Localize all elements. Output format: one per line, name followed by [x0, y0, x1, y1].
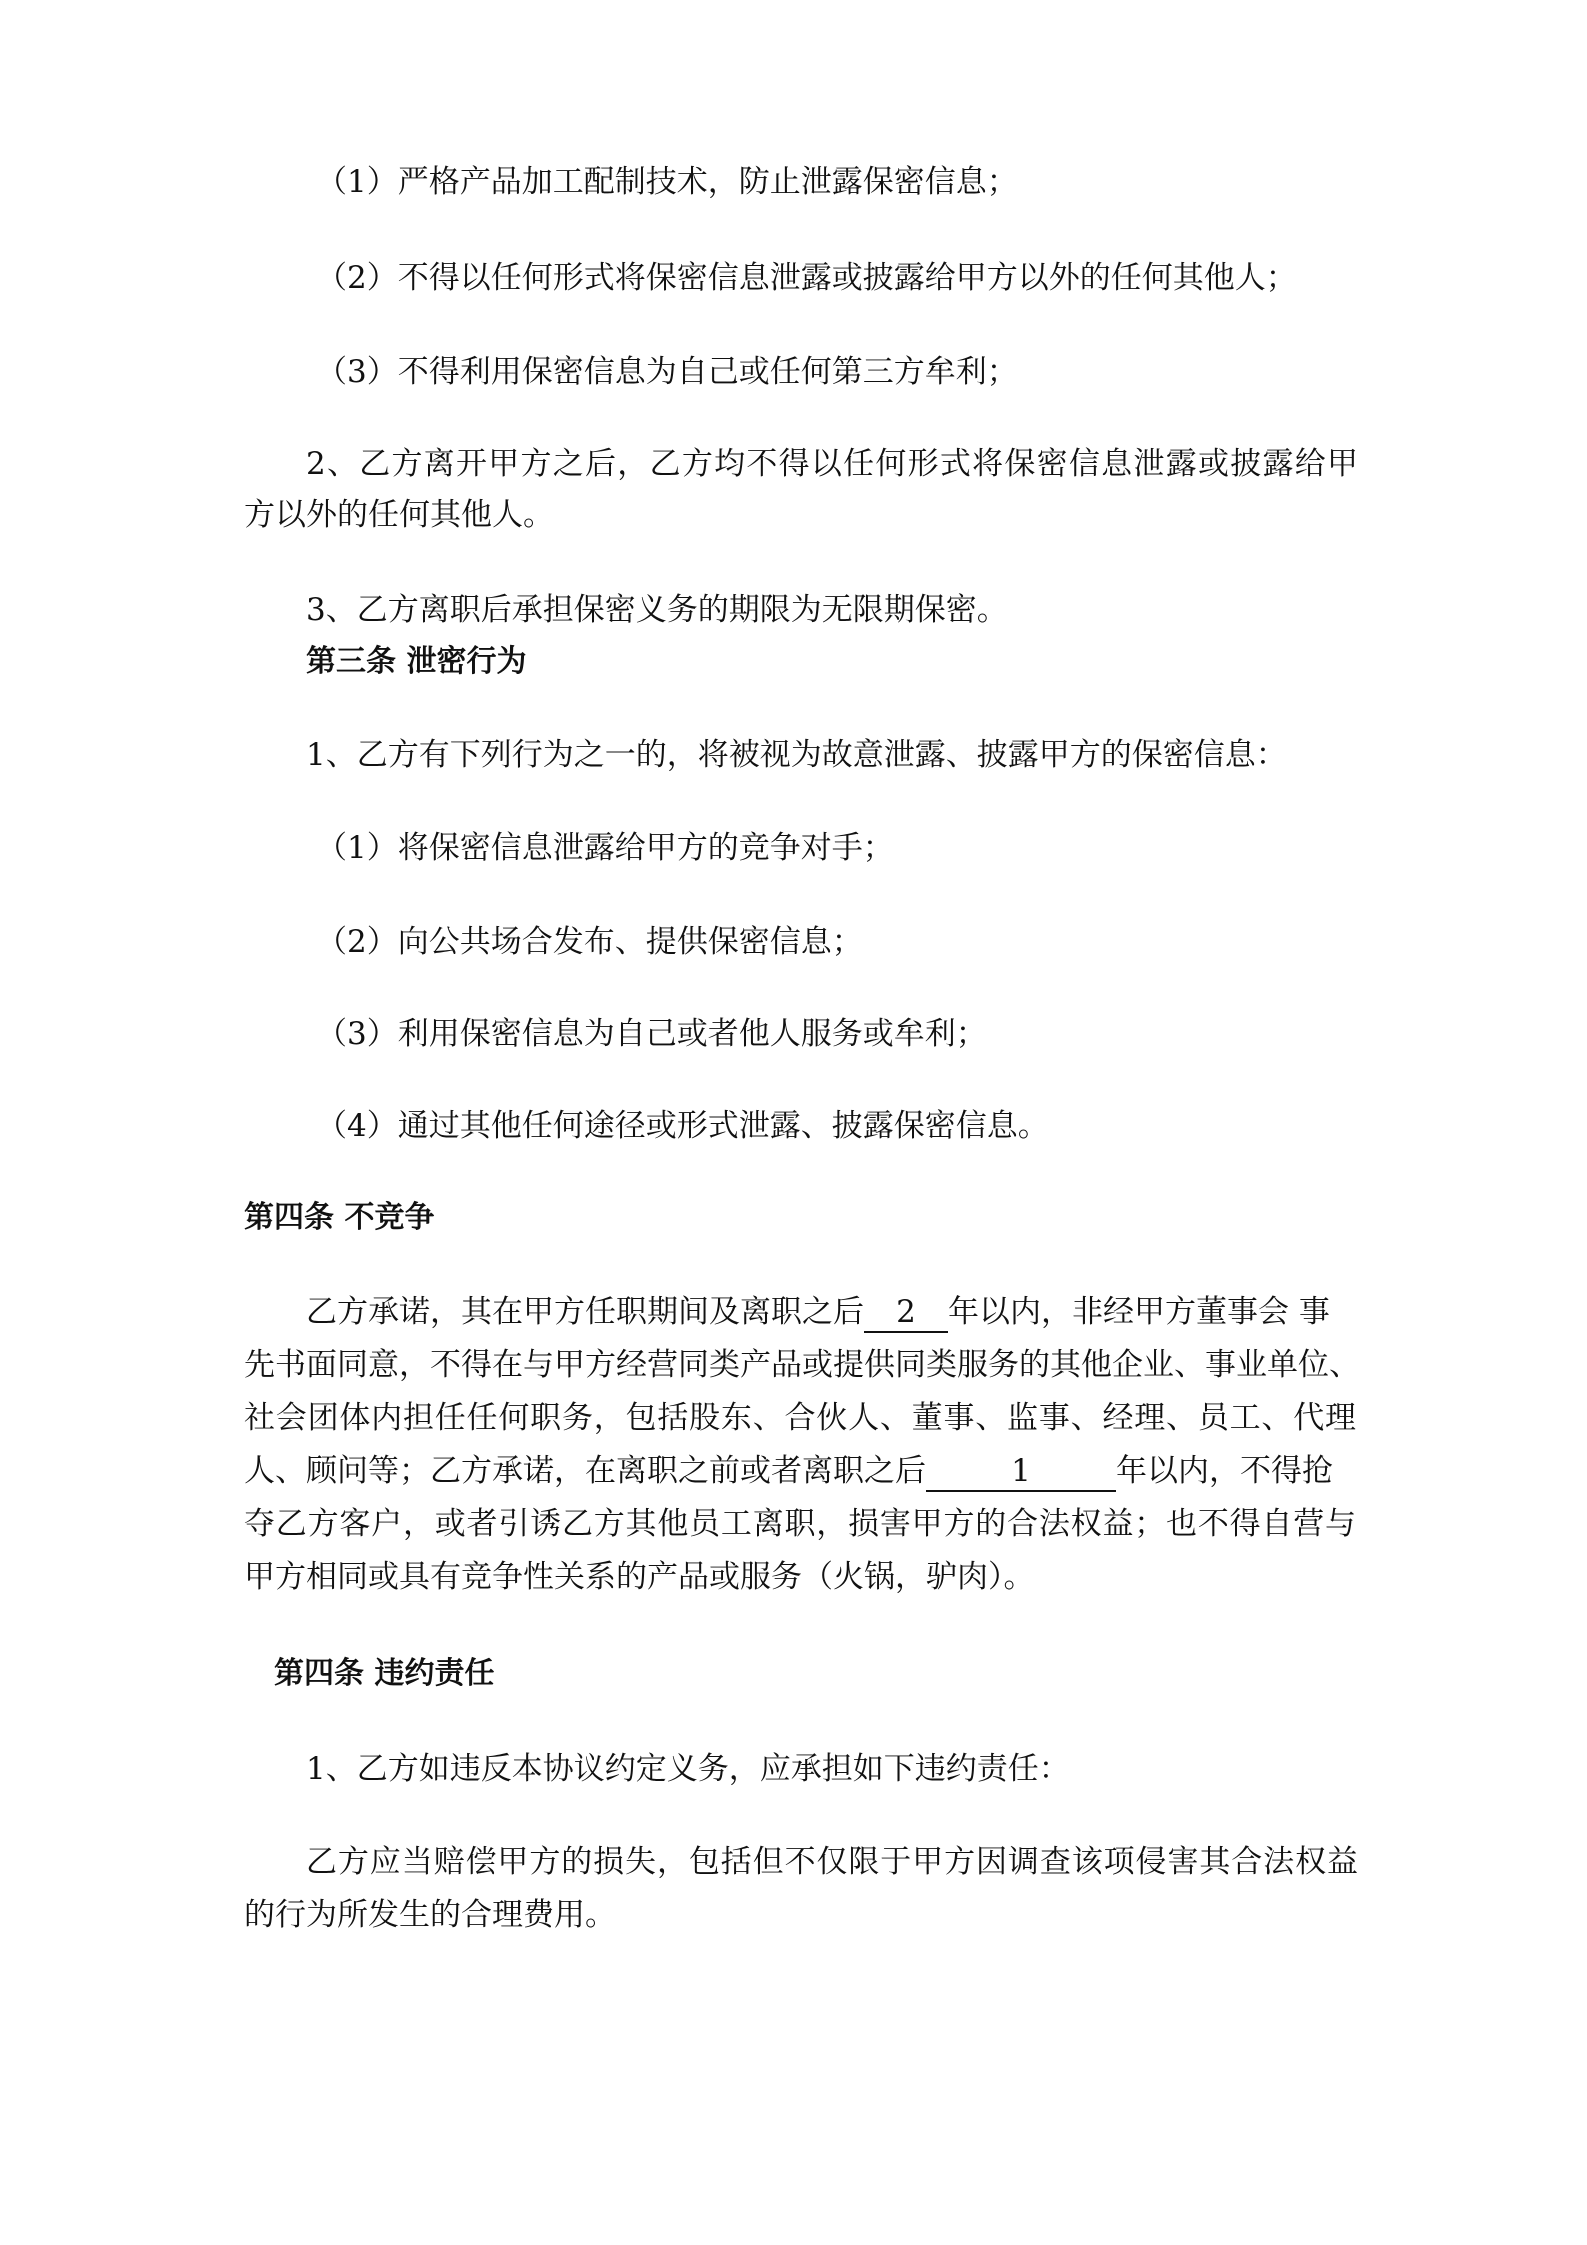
noncompete-line4-suffix: 年以内，不得抢 [1116, 1453, 1333, 1489]
item-no-disclosure: （2）不得以任何形式将保密信息泄露或披露给甲方以外的任何其他人； [316, 260, 1297, 296]
clause3: 3、乙方离职后承担保密义务的期限为无限期保密。 [306, 592, 1008, 628]
noncompete-line1-suffix: 年以内，非经甲方董事会 事 [948, 1294, 1330, 1330]
noncompete-line1-prefix: 乙方承诺，其在甲方任职期间及离职之后 [306, 1294, 864, 1330]
noncompete-line1 [306, 1290, 1330, 1334]
liability-clause1: 1、乙方如违反本协议约定义务，应承担如下违约责任： [306, 1751, 1070, 1787]
noncompete-line2: 先书面同意，不得在与甲方经营同类产品或提供同类服务的其他企业、事业单位、 [244, 1347, 1360, 1383]
item-no-profit: （3）不得利用保密信息为自己或任何第三方牟利； [316, 354, 1018, 390]
liability-para-line1: 乙方应当赔偿甲方的损失，包括但不仅限于甲方因调查该项侵害其合法权益 [306, 1844, 1358, 1880]
nonsolicit-years-blank: 1 [926, 1452, 1116, 1492]
section-three-intro: 1、乙方有下列行为之一的，将被视为故意泄露、披露甲方的保密信息： [306, 737, 1287, 773]
leak-item-1: （1）将保密信息泄露给甲方的竞争对手； [316, 830, 894, 866]
clause2-line2: 方以外的任何其他人。 [244, 497, 554, 533]
noncompete-line3: 社会团体内担任任何职务，包括股东、合伙人、董事、监事、经理、员工、代理 [244, 1400, 1356, 1436]
clause2-line1: 2、乙方离开甲方之后，乙方均不得以任何形式将保密信息泄露或披露给甲 [306, 446, 1358, 482]
leak-item-4: （4）通过其他任何途径或形式泄露、披露保密信息。 [316, 1108, 1049, 1144]
liability-heading: 第四条 违约责任 [274, 1656, 495, 1691]
item-strict-processing: （1）严格产品加工配制技术，防止泄露保密信息； [316, 164, 1018, 200]
leak-item-3: （3）利用保密信息为自己或者他人服务或牟利； [316, 1016, 987, 1052]
section-three-heading: 第三条 泄密行为 [306, 644, 527, 679]
noncompete-line6: 甲方相同或具有竞争性关系的产品或服务（火锅，驴肉）。 [244, 1559, 1035, 1595]
liability-para-line2: 的行为所发生的合理费用。 [244, 1897, 616, 1933]
section-four-heading: 第四条 不竞争 [244, 1200, 435, 1235]
noncompete-line4-prefix: 人、顾问等；乙方承诺，在离职之前或者离职之后 [244, 1453, 926, 1489]
leak-item-2: （2）向公共场合发布、提供保密信息； [316, 924, 863, 960]
noncompete-line4 [244, 1449, 1333, 1493]
noncompete-line5: 夺乙方客户，或者引诱乙方其他员工离职，损害甲方的合法权益；也不得自营与 [244, 1506, 1356, 1542]
noncompete-years-blank: 2 [864, 1293, 948, 1333]
